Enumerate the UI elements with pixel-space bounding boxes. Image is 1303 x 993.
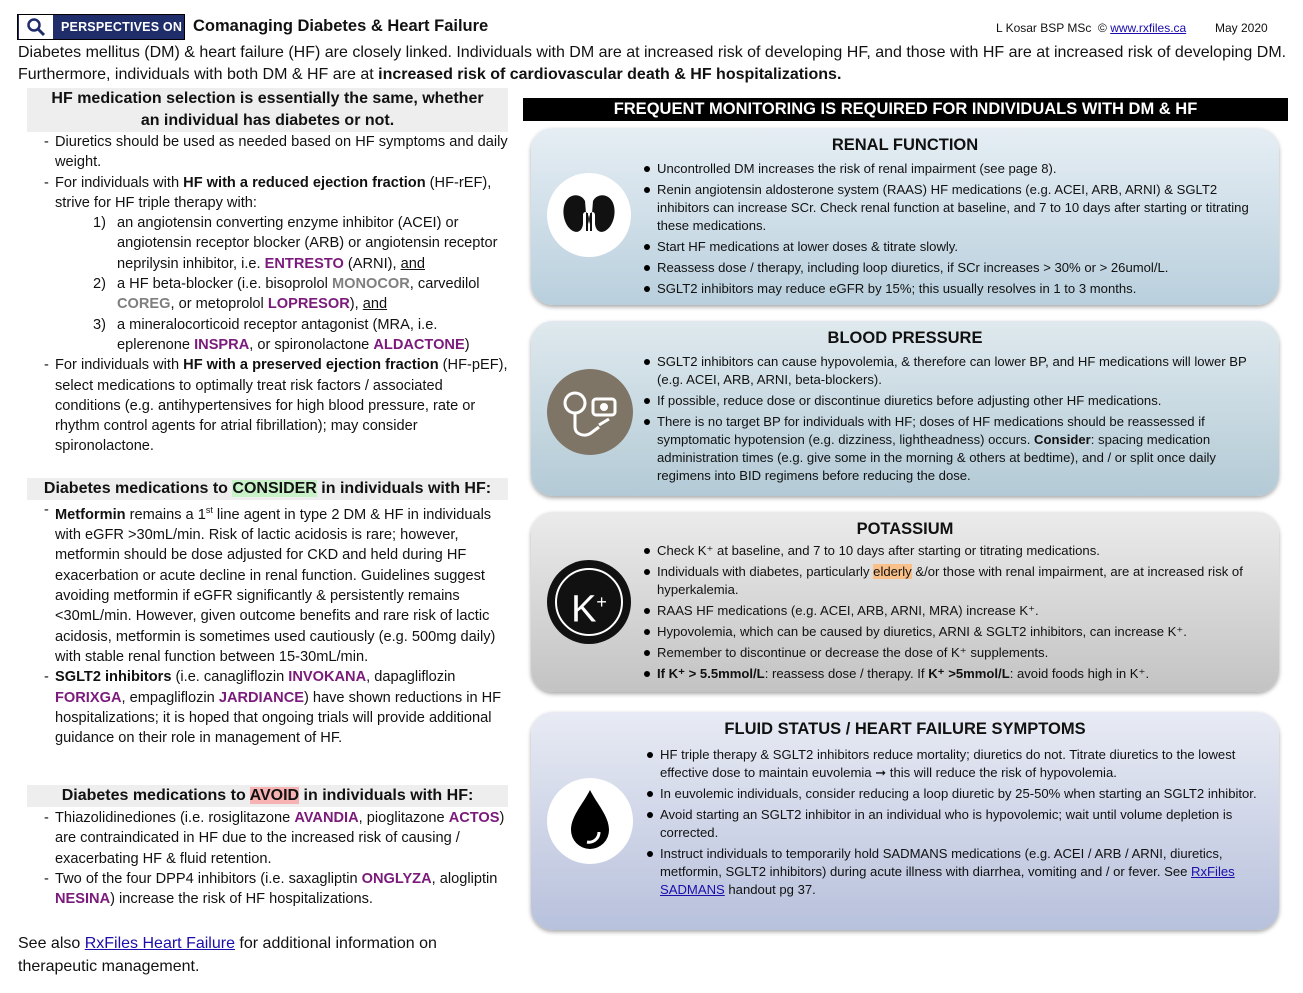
list-item: - Metformin remains a 1st line agent in type 2 DM & HF in individuals with eGFR >30mL/min. Risk of lactic acidosis is rare; however, metformin should be dose adjusted for CKD and held during HF exacerbation or acute decline in renal function. Guidelines suggest avoiding metformin if eGFR significantly & persistently remains <30mL/min. However, given outcome benefits and rare risk of lactic acidosis, metformin is sometimes used cautiously (e.g. 500mg daily) with stable renal function between 15-30mL/min.: [18, 500, 510, 667]
heading-avoid: Diabetes medications to AVOID in individuals with HF:: [27, 785, 508, 807]
numbered-item: 3) a mineralocorticoid receptor antagonist (MRA, i.e. eplerenone INSPRA, or spironolactone ALDACTONE): [93, 316, 470, 353]
page-title: Comanaging Diabetes & Heart Failure: [193, 17, 489, 35]
avoid-list: [18, 808, 510, 909]
list-item: There is no target BP for individuals with HF; doses of HF medications should be reassessed if symptomatic hypotension (e.g. dizziness, lightheadness) occurs. Consider: spacing medication administration times (e.g. give some in the morning & others at bedtime), and / or split once daily regimens into BID regimens before reducing the dose.: [647, 413, 1265, 485]
numbered-item: 2) a HF beta-blocker (i.e. bisoprolol MONOCOR, carvedilol COREG, or metoprolol LOPRESOR), and: [93, 276, 480, 313]
list-item: Start HF medications at lower doses & titrate slowly.: [647, 238, 1265, 256]
badge-label: PERSPECTIVES ON: [61, 20, 183, 34]
potassium-card: [531, 512, 1279, 692]
list-item: Avoid starting an SGLT2 inhibitor in an individual who is hypovolemic; wait until volume depletion is corrected.: [650, 806, 1268, 842]
site-link[interactable]: www.rxfiles.ca: [1110, 21, 1187, 35]
kidney-icon: [547, 173, 631, 257]
list-item: If possible, reduce dose or discontinue diuretics before adjusting other HF medications.: [647, 392, 1265, 410]
list-item: In euvolemic individuals, consider reducing a loop diuretic by 25-50% when starting an SGLT2 inhibitor.: [650, 785, 1268, 803]
intro-paragraph: [18, 42, 1288, 86]
fluid-card: [531, 712, 1279, 930]
list-item: Check K⁺ at baseline, and 7 to 10 days after starting or titrating medications.: [647, 542, 1265, 560]
list-item: - SGLT2 inhibitors (i.e. canagliflozin INVOKANA, dapagliflozin FORIXGA, empagliflozin JARDIANCE) have shown reductions in HF hospitalizations; it is hoped that ongoing trials will provide additional guidance on their role in management of HF.: [18, 667, 510, 748]
bp-card: [531, 321, 1279, 496]
list-item: - For individuals with HF with a preserved ejection fraction (HF-pEF), select medications to optimally treat risk factors / associated conditions (e.g. antihypertensives for high blood pressure, rate or rhythm control agents for atrial fibrillation); may consider spironolactone.: [18, 355, 510, 456]
list-item: - Diuretics should be used as needed based on HF symptoms and daily weight.: [18, 132, 510, 173]
copyright-symbol: ©: [1098, 21, 1107, 35]
renal-card: [531, 128, 1279, 305]
intro-text: Diabetes mellitus (DM) & heart failure (HF) are closely linked. Individuals with DM are at increased risk of developing HF, and those with HF are at increased risk of developing DM. Furthermore, individuals with both DM & HF are at: [18, 44, 1287, 83]
intro-bold: increased risk of cardiovascular death & HF hospitalizations.: [378, 66, 842, 83]
list-item: SGLT2 inhibitors can cause hypovolemia, & therefore can lower BP, and HF medications will lower BP (e.g. ACEI, ARB, ARNI, beta-blockers).: [647, 353, 1265, 389]
numbered-item: 1) an angiotensin converting enzyme inhibitor (ACEI) or angiotensin receptor blocker (ARB) or angiotensin receptor neprilysin inhibitor, i.e. ENTRESTO (ARNI), and: [93, 215, 498, 272]
fluid-title: FLUID STATUS / HEART FAILURE SYMPTOMS: [724, 720, 1086, 738]
list-item: If K⁺ > 5.5mmol/L: reassess dose / therapy. If K⁺ >5mmol/L: avoid foods high in K⁺.: [647, 665, 1265, 683]
hf-selection-list: [18, 132, 510, 457]
renal-title: RENAL FUNCTION: [831, 136, 979, 154]
list-item: - For individuals with HF with a reduced ejection fraction (HF-rEF), strive for HF triple therapy with:: [18, 173, 510, 214]
list-item: Remember to discontinue or decrease the dose of K⁺ supplements.: [647, 644, 1265, 662]
list-item: - Thiazolidinediones (i.e. rosiglitazone AVANDIA, pioglitazone ACTOS) are contraindicated in HF due to the increased risk of causing / exacerbating HF & fluid retention.: [18, 808, 510, 869]
perspectives-badge: [17, 14, 185, 40]
list-item: SGLT2 inhibitors may reduce eGFR by 15%; this usually resolves in 1 to 3 months.: [647, 280, 1265, 298]
potassium-symbol: K+: [555, 568, 623, 636]
list-item: Uncontrolled DM increases the risk of renal impairment (see page 8).: [647, 160, 1265, 178]
heading-hf-selection: HF medication selection is essentially the same, whether an individual has diabetes or not.: [27, 88, 508, 132]
list-item: Individuals with diabetes, particularly elderly &/or those with renal impairment, are at increased risk of hyperkalemia.: [647, 563, 1265, 599]
water-drop-icon: [547, 778, 633, 864]
search-icon: [19, 15, 53, 39]
heart-failure-link[interactable]: RxFiles Heart Failure: [84, 935, 235, 952]
sadmans-link[interactable]: RxFiles SADMANS: [660, 864, 1235, 897]
author: L Kosar BSP MSc: [996, 21, 1092, 35]
see-also: See also RxFiles Heart Failure for additional information on therapeutic management.: [18, 935, 437, 975]
renal-list: [647, 160, 1265, 301]
list-item: Reassess dose / therapy, including loop diuretics, if SCr increases > 30% or > 26umol/L.: [647, 259, 1265, 277]
copyright: [1098, 21, 1186, 35]
potassium-title: POTASSIUM: [856, 520, 954, 538]
list-item: Instruct individuals to temporarily hold SADMANS medications (e.g. ACEI / ARB / ARNI, diuretics, metformin, SGLT2 inhibitors) during acute illness with diarrhea, vomiting and / or fever. See RxFiles SADMANS handout pg 37.: [650, 845, 1268, 899]
fluid-list: [650, 746, 1268, 902]
list-item: Renin angiotensin aldosterone system (RAAS) HF medications (e.g. ACEI, ARB, ARNI) & SGLT2 inhibitors can increase SCr. Check renal function at baseline, and 7 to 10 days after starting or titrating these medications.: [647, 181, 1265, 235]
consider-list: [18, 500, 510, 748]
list-item: - Two of the four DPP4 inhibitors (i.e. saxagliptin ONGLYZA, alogliptin NESINA) increase the risk of HF hospitalizations.: [18, 869, 510, 910]
list-item: Hypovolemia, which can be caused by diuretics, ARNI & SGLT2 inhibitors, can increase K⁺.: [647, 623, 1265, 641]
bp-list: [647, 353, 1265, 488]
date: May 2020: [1215, 21, 1268, 35]
potassium-icon: [547, 560, 631, 644]
blood-pressure-icon: [547, 369, 633, 455]
list-item: RAAS HF medications (e.g. ACEI, ARB, ARNI, MRA) increase K⁺.: [647, 602, 1265, 620]
potassium-list: [647, 542, 1265, 686]
bp-title: BLOOD PRESSURE: [827, 329, 983, 347]
heading-consider: Diabetes medications to CONSIDER in individuals with HF:: [27, 478, 508, 500]
monitoring-banner: FREQUENT MONITORING IS REQUIRED FOR INDIVIDUALS WITH DM & HF: [523, 98, 1288, 121]
list-item: HF triple therapy & SGLT2 inhibitors reduce mortality; diuretics do not. Titrate diuretics to the lowest effective dose to maintain euvolemia ➞ this will reduce the risk of hypovolemia.: [650, 746, 1268, 782]
